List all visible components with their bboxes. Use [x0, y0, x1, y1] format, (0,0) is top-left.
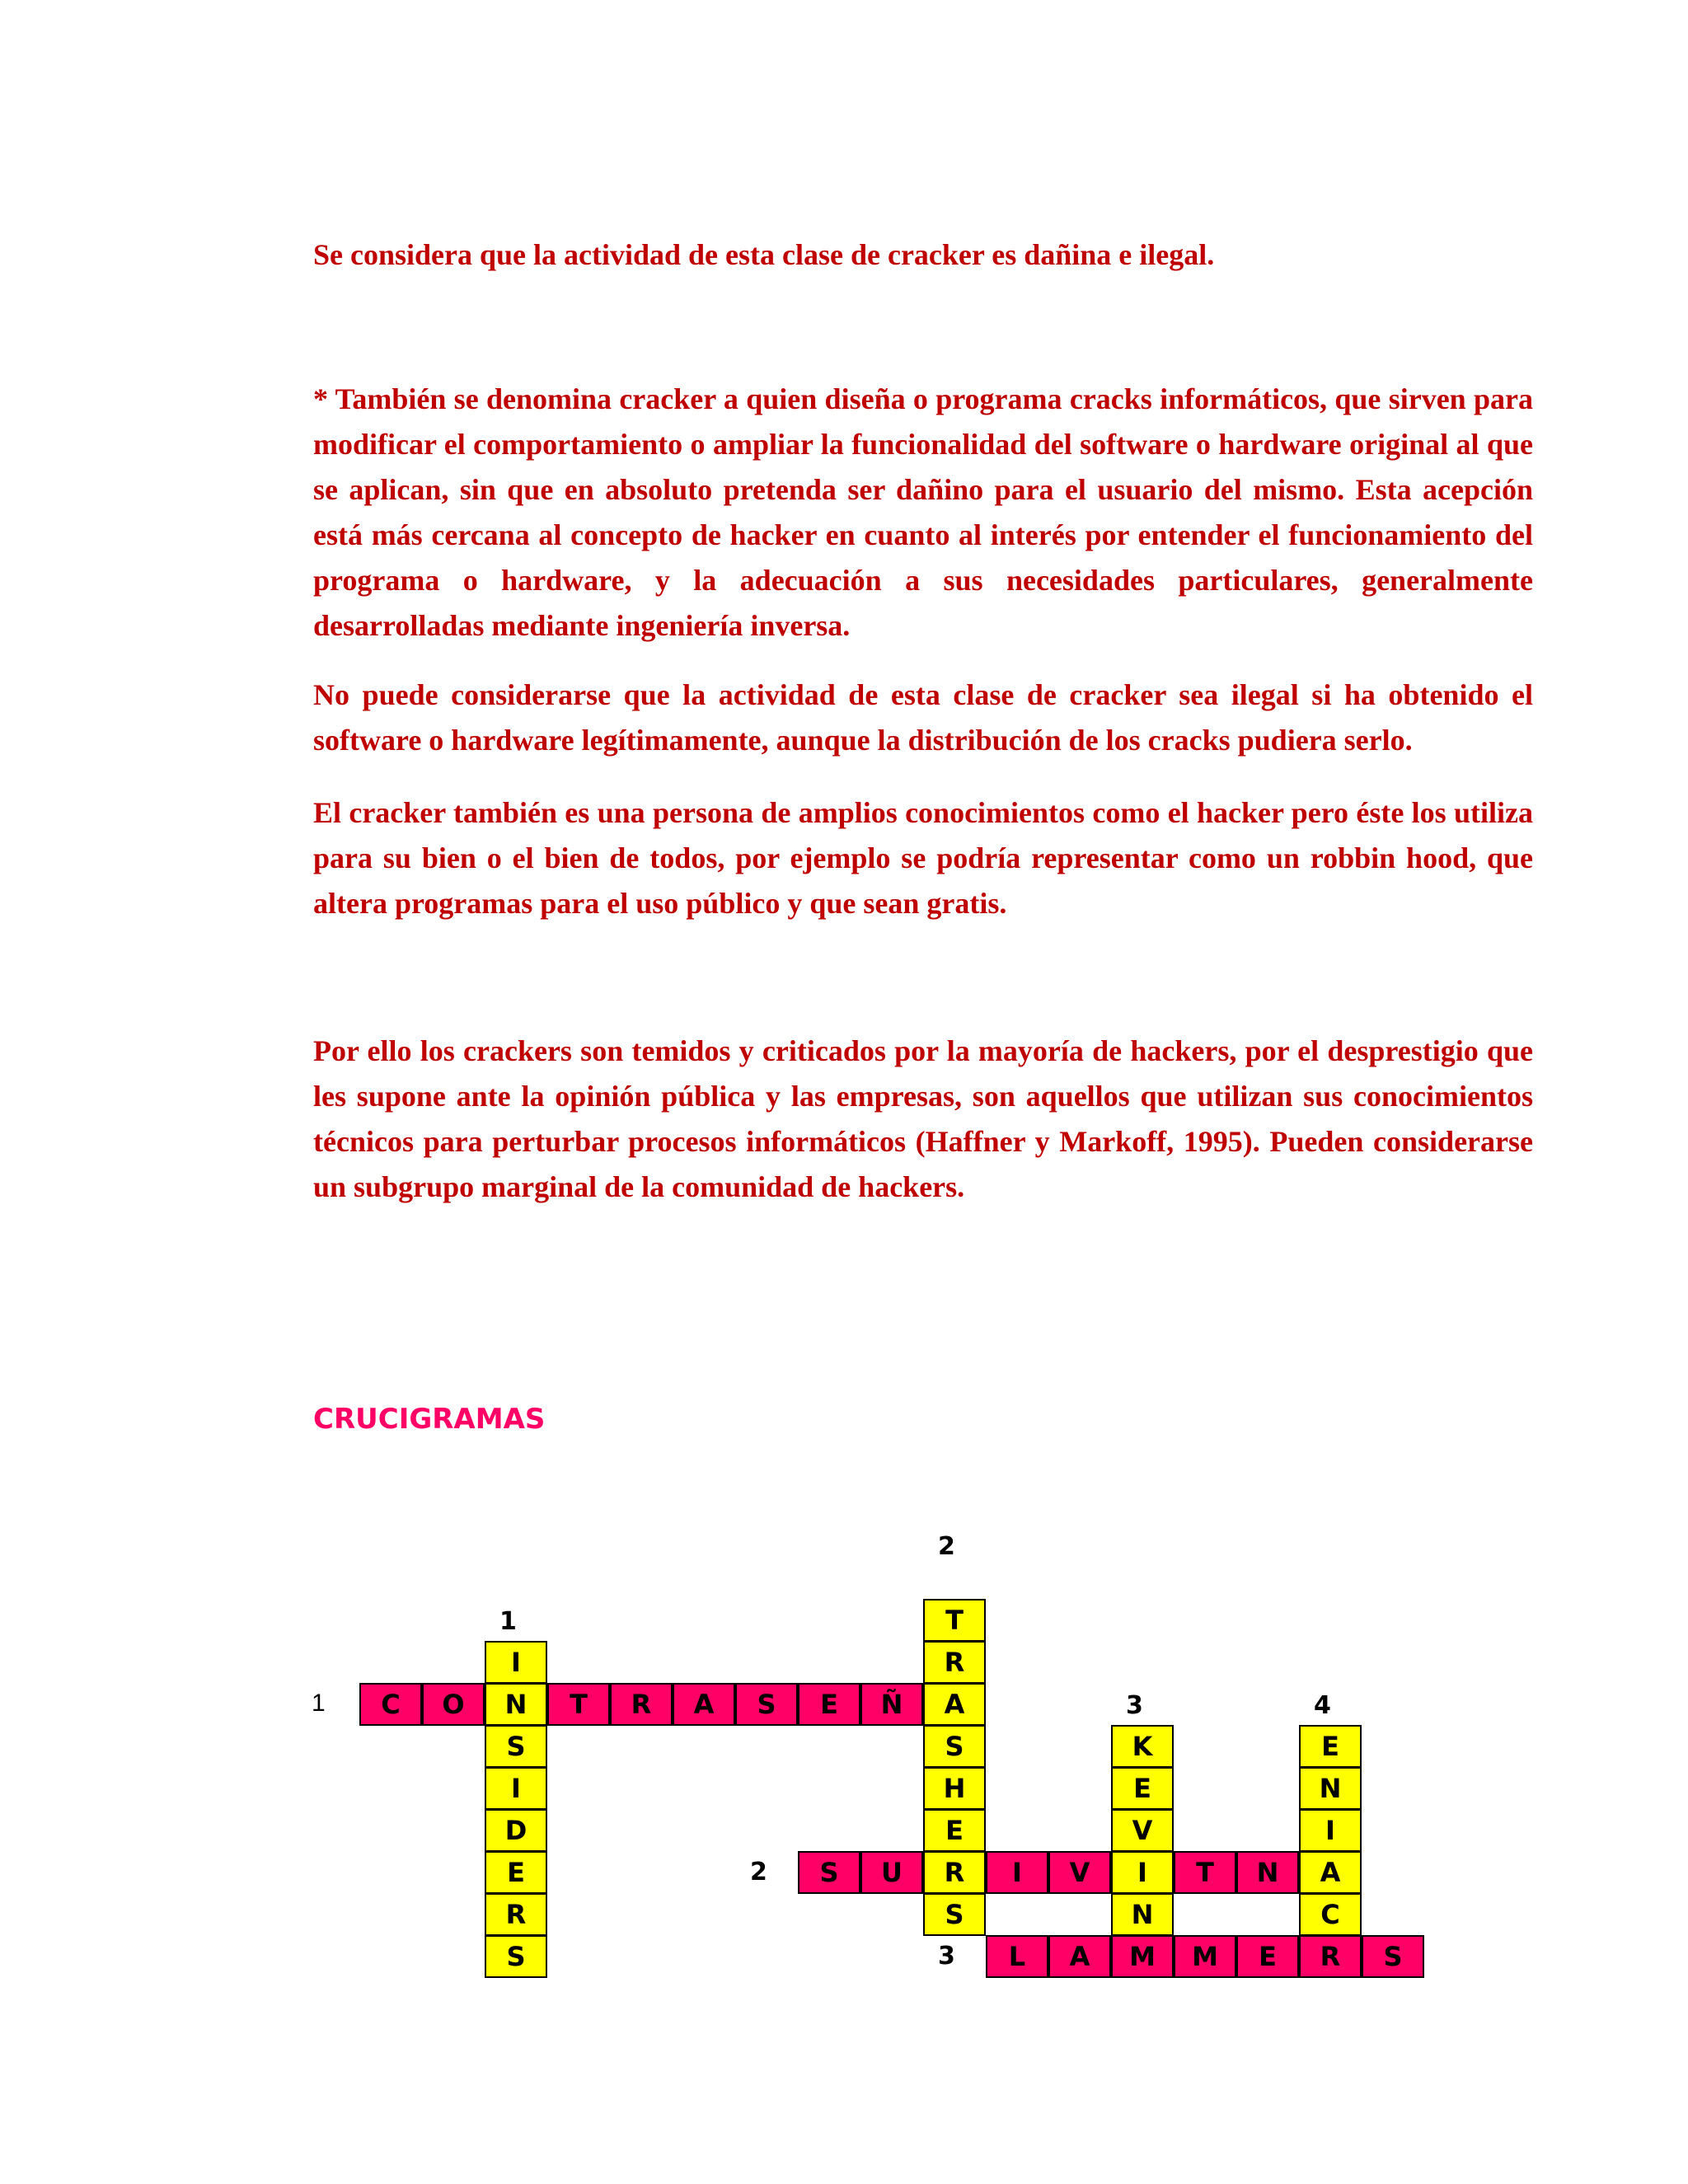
crossword-cell: S: [923, 1725, 986, 1768]
clue-number-horizontal-1: 1: [312, 1690, 326, 1717]
crossword-cell: R: [610, 1683, 673, 1726]
crossword-cell: S: [735, 1683, 798, 1726]
crossword-cell: I: [485, 1641, 547, 1684]
paragraph-4: El cracker también es una persona de amplios conocimientos como el hacker pero éste los utiliza para su bien o el bien de todos, por ejemplo se podría representar como un robbin hood, que altera programas para el uso público y que sean gratis.: [313, 796, 1533, 920]
crossword-cell: M: [1174, 1935, 1236, 1978]
crossword-cell: Ñ: [860, 1683, 923, 1726]
crossword-cell: S: [923, 1893, 986, 1936]
clue-number-vertical-1: 1: [499, 1607, 517, 1636]
crossword-cell: R: [1299, 1935, 1362, 1978]
crossword-cell: D: [485, 1809, 547, 1852]
crossword-cell: A: [923, 1683, 986, 1726]
crossword-cell: K: [1111, 1725, 1174, 1768]
paragraph-2: * También se denomina cracker a quien diseña o programa cracks informáticos, que sirven para modificar el comportamiento o ampliar la funcionalidad del software o hardware original al que se aplican, sin que en absoluto pretenda ser dañino para el usuario del mismo. Esta acepción está más cercana al concepto de hacker en cuanto al interés por entender el funcionamiento del programa o hardware, y la adecuación a sus necesidades particulares, generalmente desarrolladas mediante ingeniería inversa.: [313, 382, 1533, 642]
crossword-cell: E: [923, 1809, 986, 1852]
crossword-cell: E: [485, 1851, 547, 1894]
crossword-cell: E: [1299, 1725, 1362, 1768]
clue-number-horizontal-2: 2: [750, 1858, 767, 1886]
crossword-cell: N: [1111, 1893, 1174, 1936]
crossword-cell: A: [1048, 1935, 1111, 1978]
crossword-cell: R: [923, 1641, 986, 1684]
crossword-cell: N: [1299, 1767, 1362, 1810]
crossword-cell: A: [673, 1683, 735, 1726]
crossword-cell: I: [485, 1767, 547, 1810]
crossword-cell: R: [923, 1851, 986, 1894]
crossword-cell: C: [359, 1683, 422, 1726]
crossword-cell: R: [485, 1893, 547, 1936]
clue-number-vertical-3: 3: [1126, 1691, 1143, 1720]
crossword-cell: V: [1111, 1809, 1174, 1852]
crossword-cell: C: [1299, 1893, 1362, 1936]
clue-number-vertical-4: 4: [1314, 1691, 1331, 1720]
crossword-cell: V: [1048, 1851, 1111, 1894]
paragraph-5: Por ello los crackers son temidos y criticados por la mayoría de hackers, por el desprestigio que les supone ante la opinión pública y las empresas, son aquellos que utilizan sus conocimientos técnicos para perturbar procesos informáticos (Haffner y Markoff, 1995). Pueden considerarse un subgrupo marginal de la comunidad de hackers.: [313, 1034, 1533, 1203]
paragraph-1: Se considera que la actividad de esta clase de cracker es dañina e ilegal.: [313, 238, 1215, 271]
crossword-cell: L: [986, 1935, 1048, 1978]
crossword-cell: T: [1174, 1851, 1236, 1894]
crossword-cell: E: [1111, 1767, 1174, 1810]
crossword-cell: H: [923, 1767, 986, 1810]
crossword-cell: A: [1299, 1851, 1362, 1894]
crossword-cell: S: [1362, 1935, 1424, 1978]
crossword-cell: I: [1299, 1809, 1362, 1852]
crossword-title: CRUCIGRAMAS: [313, 1403, 546, 1436]
crossword-cell: I: [986, 1851, 1048, 1894]
crossword-cell: T: [923, 1599, 986, 1642]
clue-number-horizontal-3: 3: [938, 1942, 955, 1971]
crossword-cell: N: [1236, 1851, 1299, 1894]
paragraph-3: No puede considerarse que la actividad de esta clase de cracker sea ilegal si ha obtenido el software o hardware legítimamente, aunque la distribución de los cracks pudiera serlo.: [313, 678, 1533, 757]
crossword-cell: N: [485, 1683, 547, 1726]
clue-number-vertical-2: 2: [938, 1532, 955, 1561]
crossword-cell: E: [798, 1683, 860, 1726]
crossword-cell: S: [485, 1935, 547, 1978]
crossword-cell: O: [422, 1683, 485, 1726]
crossword-cell: U: [860, 1851, 923, 1894]
crossword-cell: I: [1111, 1851, 1174, 1894]
crossword-cell: S: [485, 1725, 547, 1768]
crossword-cell: M: [1111, 1935, 1174, 1978]
crossword-cell: E: [1236, 1935, 1299, 1978]
crossword-cell: S: [798, 1851, 860, 1894]
crossword-cell: T: [547, 1683, 610, 1726]
